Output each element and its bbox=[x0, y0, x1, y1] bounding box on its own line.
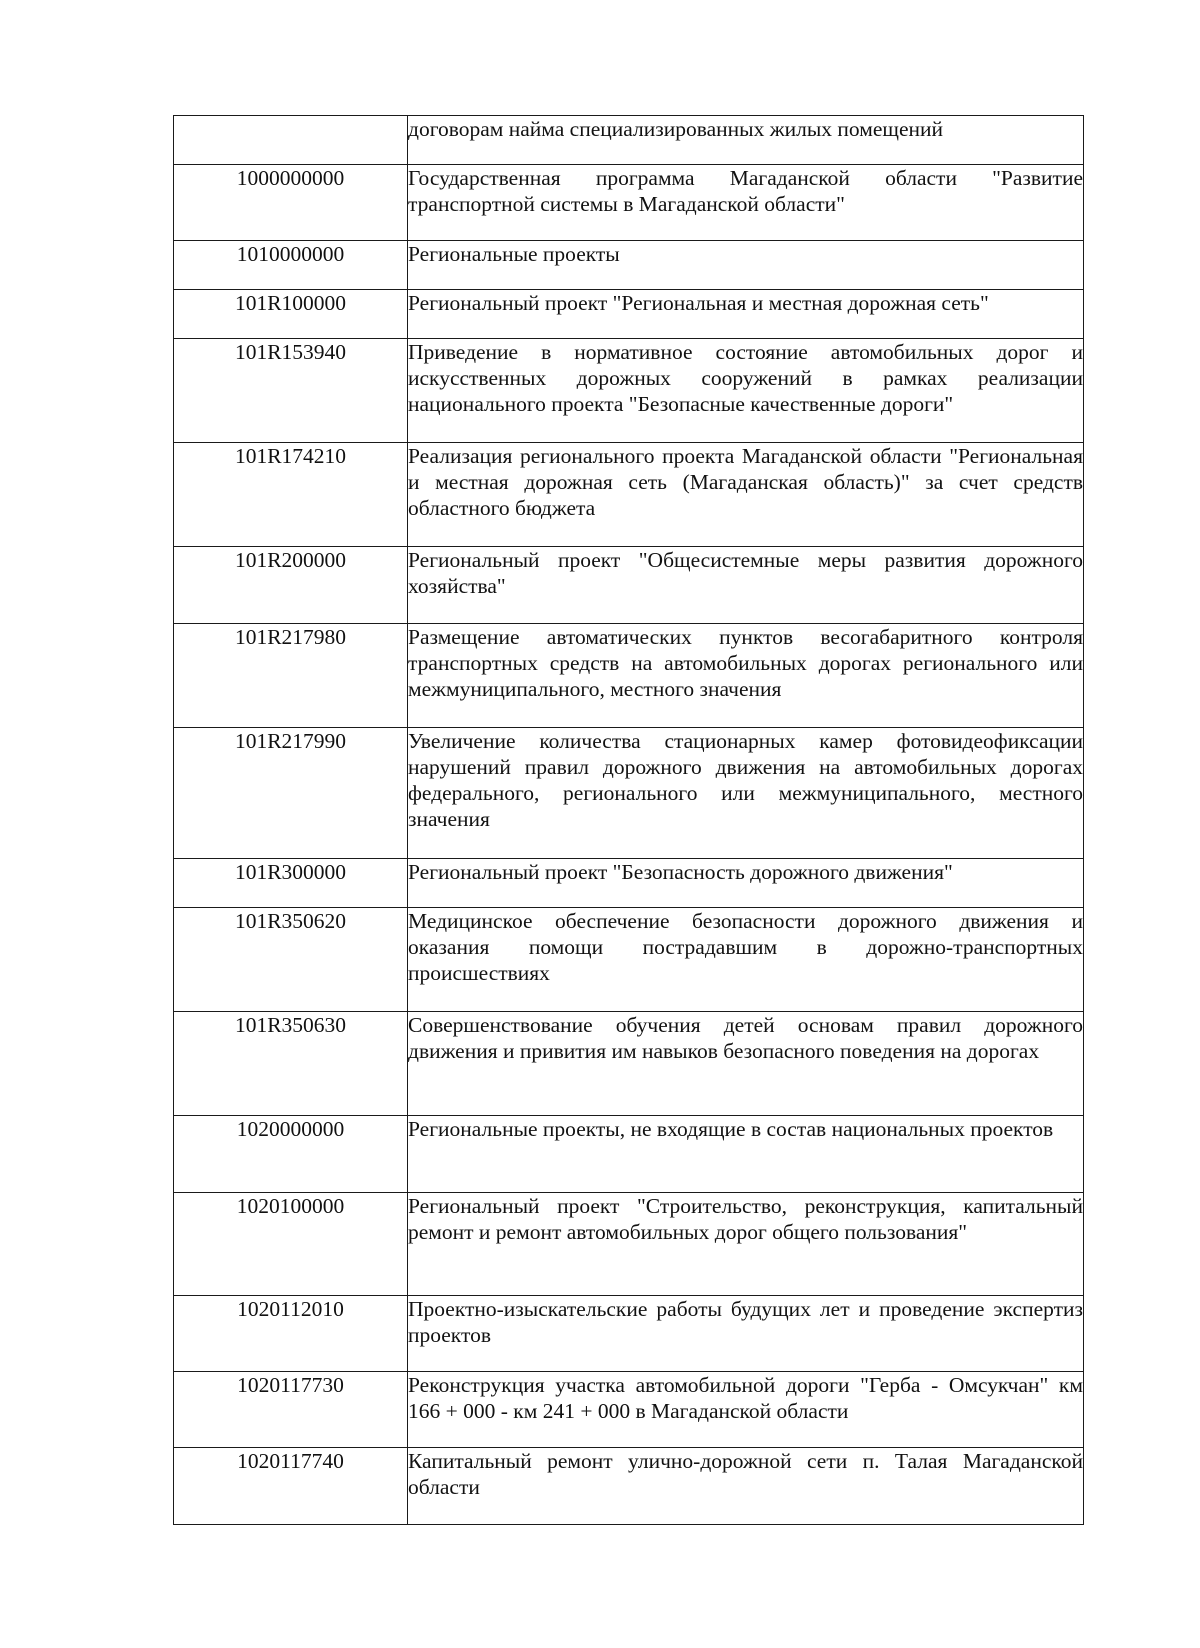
description-cell: Медицинское обеспечение безопасности дорожного движения и оказания помощи пострадавшим в дорожно-транспортных происшествиях bbox=[408, 908, 1084, 1012]
code-cell: 1020112010 bbox=[174, 1296, 408, 1372]
table-row bbox=[174, 547, 1084, 624]
code-cell: 101R350620 bbox=[174, 908, 408, 1012]
code-cell: 101R300000 bbox=[174, 859, 408, 908]
code-cell: 101R200000 bbox=[174, 547, 408, 624]
table-row bbox=[174, 241, 1084, 290]
code-cell: 1020117740 bbox=[174, 1448, 408, 1525]
code-cell: 1000000000 bbox=[174, 165, 408, 241]
description-cell: Региональный проект "Безопасность дорожного движения" bbox=[408, 859, 1084, 908]
code-cell: 1020000000 bbox=[174, 1116, 408, 1193]
code-cell: 101R350630 bbox=[174, 1012, 408, 1116]
table-row bbox=[174, 1116, 1084, 1193]
code-cell: 101R217980 bbox=[174, 624, 408, 728]
description-cell: Реконструкция участка автомобильной дороги "Герба - Омсукчан" км 166 + 000 - км 241 + 000 в Магаданской области bbox=[408, 1372, 1084, 1448]
table-row bbox=[174, 1296, 1084, 1372]
description-cell: Совершенствование обучения детей основам правил дорожного движения и привития им навыков безопасного поведения на дорогах bbox=[408, 1012, 1084, 1116]
table-body bbox=[174, 116, 1084, 1525]
description-cell: Проектно-изыскательские работы будущих лет и проведение экспертиз проектов bbox=[408, 1296, 1084, 1372]
table-row bbox=[174, 1012, 1084, 1116]
budget-classification-table bbox=[173, 115, 1084, 1525]
description-cell: Региональный проект "Общесистемные меры развития дорожного хозяйства" bbox=[408, 547, 1084, 624]
code-cell: 1010000000 bbox=[174, 241, 408, 290]
table-row bbox=[174, 1372, 1084, 1448]
table-row bbox=[174, 908, 1084, 1012]
description-cell: договорам найма специализированных жилых помещений bbox=[408, 116, 1084, 165]
table-row bbox=[174, 1193, 1084, 1296]
table-row bbox=[174, 624, 1084, 728]
table-row bbox=[174, 339, 1084, 443]
table-row bbox=[174, 443, 1084, 547]
description-cell: Региональные проекты, не входящие в состав национальных проектов bbox=[408, 1116, 1084, 1193]
table-row bbox=[174, 859, 1084, 908]
table-row bbox=[174, 290, 1084, 339]
table-row bbox=[174, 1448, 1084, 1525]
code-cell: 101R153940 bbox=[174, 339, 408, 443]
code-cell: 101R217990 bbox=[174, 728, 408, 859]
description-cell: Государственная программа Магаданской области "Развитие транспортной системы в Магаданской области" bbox=[408, 165, 1084, 241]
description-cell: Увеличение количества стационарных камер фотовидеофиксации нарушений правил дорожного движения на автомобильных дорогах федерального, регионального или межмуниципального, местного значения bbox=[408, 728, 1084, 859]
description-cell: Реализация регионального проекта Магаданской области "Региональная и местная дорожная сеть (Магаданская область)" за счет средств областного бюджета bbox=[408, 443, 1084, 547]
table-row bbox=[174, 116, 1084, 165]
description-cell: Капитальный ремонт улично-дорожной сети п. Талая Магаданской области bbox=[408, 1448, 1084, 1525]
description-cell: Приведение в нормативное состояние автомобильных дорог и искусственных дорожных сооружений в рамках реализации национального проекта "Безопасные качественные дороги" bbox=[408, 339, 1084, 443]
code-cell: 1020117730 bbox=[174, 1372, 408, 1448]
table-row bbox=[174, 165, 1084, 241]
table-row bbox=[174, 728, 1084, 859]
description-cell: Размещение автоматических пунктов весогабаритного контроля транспортных средств на автомобильных дорогах регионального или межмуниципального, местного значения bbox=[408, 624, 1084, 728]
code-cell: 1020100000 bbox=[174, 1193, 408, 1296]
description-cell: Региональный проект "Региональная и местная дорожная сеть" bbox=[408, 290, 1084, 339]
code-cell: 101R100000 bbox=[174, 290, 408, 339]
description-cell: Региональный проект "Строительство, реконструкция, капитальный ремонт и ремонт автомобильных дорог общего пользования" bbox=[408, 1193, 1084, 1296]
code-cell bbox=[174, 116, 408, 165]
description-cell: Региональные проекты bbox=[408, 241, 1084, 290]
code-cell: 101R174210 bbox=[174, 443, 408, 547]
